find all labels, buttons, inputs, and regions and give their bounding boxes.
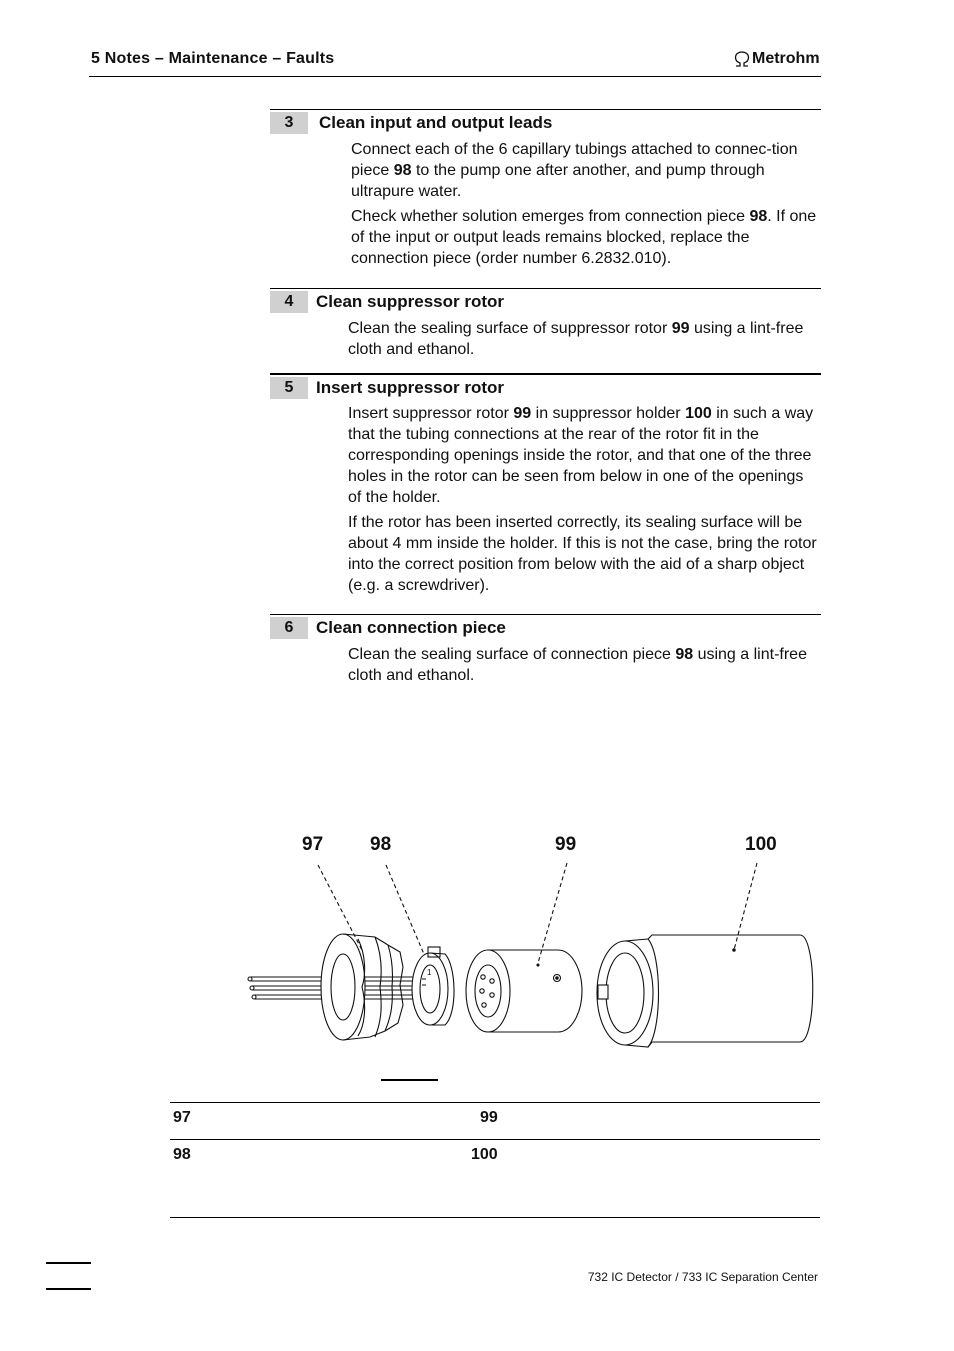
part-ref: 99 <box>671 320 690 337</box>
part-ref: 99 <box>513 405 532 422</box>
step-number: 3 <box>270 112 308 134</box>
step-3-paragraph-2: Check whether solution emerges from connection piece 98. If one of the input or output leads remains blocked, replace the connection piece (order number 6.2832.010). <box>351 208 817 267</box>
callout-100: 100 <box>745 834 777 855</box>
step-title: Clean input and output leads <box>319 113 553 132</box>
step-title: Insert suppressor rotor <box>316 378 504 397</box>
legend-middle-rule <box>170 1139 820 1140</box>
part-ref: 98 <box>675 646 694 663</box>
step-number: 6 <box>270 617 308 639</box>
step-number: 4 <box>270 291 308 313</box>
part-ref: 100 <box>685 405 712 422</box>
step-5-paragraph-1: Insert suppressor rotor 99 in suppressor holder 100 in such a way that the tubing connections at the rear of the rotor fit in the corresponding openings inside the rotor, and that one of the three holes in the rotor can be seen from below in one of the openings of the holder. <box>348 405 814 506</box>
part-ref: 98 <box>749 208 768 225</box>
footer-rule-top <box>46 1262 91 1264</box>
page-section-title: 5 Notes – Maintenance – Faults <box>91 50 335 67</box>
step-number: 5 <box>270 377 308 399</box>
footer-document-title: 732 IC Detector / 733 IC Separation Center <box>587 1270 818 1284</box>
step-4 <box>270 288 821 311</box>
part-ref: 98 <box>393 162 412 179</box>
header-rule <box>89 76 821 77</box>
step-6-paragraph-1: Clean the sealing surface of connection piece 98 using a lint-free cloth and ethanol. <box>348 646 807 684</box>
footer-rule-bottom <box>46 1288 91 1290</box>
legend-bottom-rule <box>170 1217 820 1218</box>
legend-item-99: 99 <box>480 1109 498 1126</box>
callout-98: 98 <box>370 834 392 855</box>
logo-text: Metrohm <box>752 50 820 67</box>
figure-caption-underline <box>381 1079 438 1081</box>
step-title: Clean connection piece <box>316 618 506 637</box>
step-3 <box>270 109 821 132</box>
legend-top-rule <box>170 1102 820 1103</box>
step-title: Clean suppressor rotor <box>316 292 504 311</box>
svg-text:1: 1 <box>427 968 432 977</box>
suppressor-exploded-drawing <box>240 855 830 1055</box>
callout-97: 97 <box>302 834 324 855</box>
legend-item-97: 97 <box>173 1109 191 1126</box>
metrohm-logo <box>733 50 820 68</box>
legend-item-100: 100 <box>471 1146 498 1163</box>
step-6 <box>270 614 821 637</box>
step-5 <box>270 373 821 397</box>
step-5-paragraph-2: If the rotor has been inserted correctly, its sealing surface will be about 4 mm inside the holder. If this is not the case, bring the rotor into the correct position from below with the aid of a sharp object (e.g. a screwdriver). <box>348 514 817 594</box>
omega-icon <box>733 51 751 67</box>
step-3-paragraph-1: Connect each of the 6 capillary tubings attached to connec-tion piece 98 to the pump one after another, and pump through ultrapure water. <box>351 141 798 200</box>
step-4-paragraph-1: Clean the sealing surface of suppressor rotor 99 using a lint-free cloth and ethanol. <box>348 320 804 358</box>
callout-99: 99 <box>555 834 577 855</box>
legend-item-98: 98 <box>173 1146 191 1163</box>
